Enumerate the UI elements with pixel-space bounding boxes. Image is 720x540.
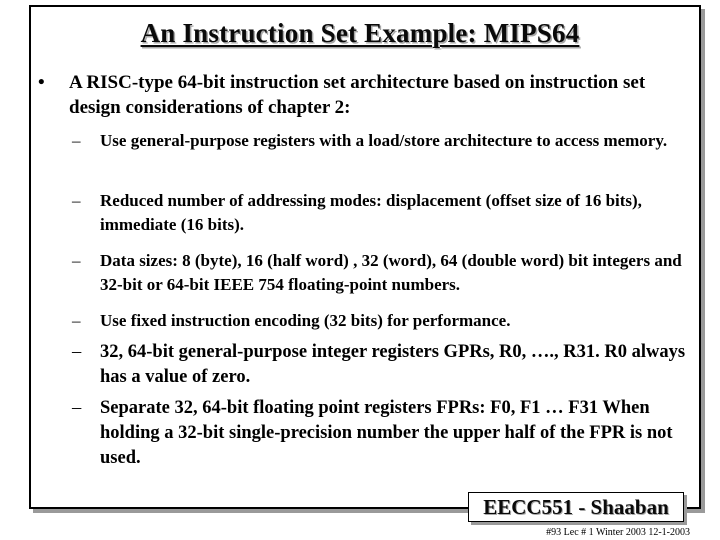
sub-bullet-gprs (72, 340, 687, 390)
main-bullet-text: A RISC-type 64-bit instruction set architecture based on instruction set design considerations of chapter 2: (69, 72, 646, 118)
dash-icon: – (72, 311, 81, 330)
sub-bullet-encoding (72, 309, 687, 333)
dash-icon: – (72, 398, 82, 418)
sub-bullet-text: Reduced number of addressing modes: displacement (offset size of 16 bits), immediate (16 bits). (100, 191, 642, 234)
sub-bullet-registers (72, 129, 687, 153)
sub-bullet-text: Use general-purpose registers with a load/store architecture to access memory. (100, 131, 668, 150)
dash-icon: – (72, 251, 81, 270)
bullet-icon: • (38, 72, 45, 93)
sub-bullet-data-sizes (72, 249, 687, 297)
sub-bullet-text: Use fixed instruction encoding (32 bits) for performance. (100, 311, 511, 330)
slide-title: An Instruction Set Example: MIPS64 (140, 18, 580, 48)
lecture-note: #93 Lec # 1 Winter 2003 12-1-2003 (546, 527, 690, 538)
sub-bullet-addressing (72, 189, 687, 237)
sub-bullet-text: 32, 64-bit general-purpose integer registers GPRs, R0, …., R31. R0 always has a value of zero. (100, 342, 686, 387)
dash-icon: – (72, 342, 82, 362)
main-bullet (38, 70, 688, 120)
dash-icon: – (72, 131, 81, 150)
sub-bullet-text: Data sizes: 8 (byte), 16 (half word) , 32 (word), 64 (double word) bit integers and 32-bit or 64-bit IEEE 754 floating-point numbers. (100, 251, 682, 294)
sub-bullet-text: Separate 32, 64-bit floating point registers FPRs: F0, F1 … F31 When holding a 32-bit single-precision number the upper half of the FPR is not used. (100, 398, 673, 468)
course-footer: EECC551 - Shaaban (468, 492, 684, 522)
dash-icon: – (72, 191, 81, 210)
sub-bullet-fprs (72, 396, 687, 471)
